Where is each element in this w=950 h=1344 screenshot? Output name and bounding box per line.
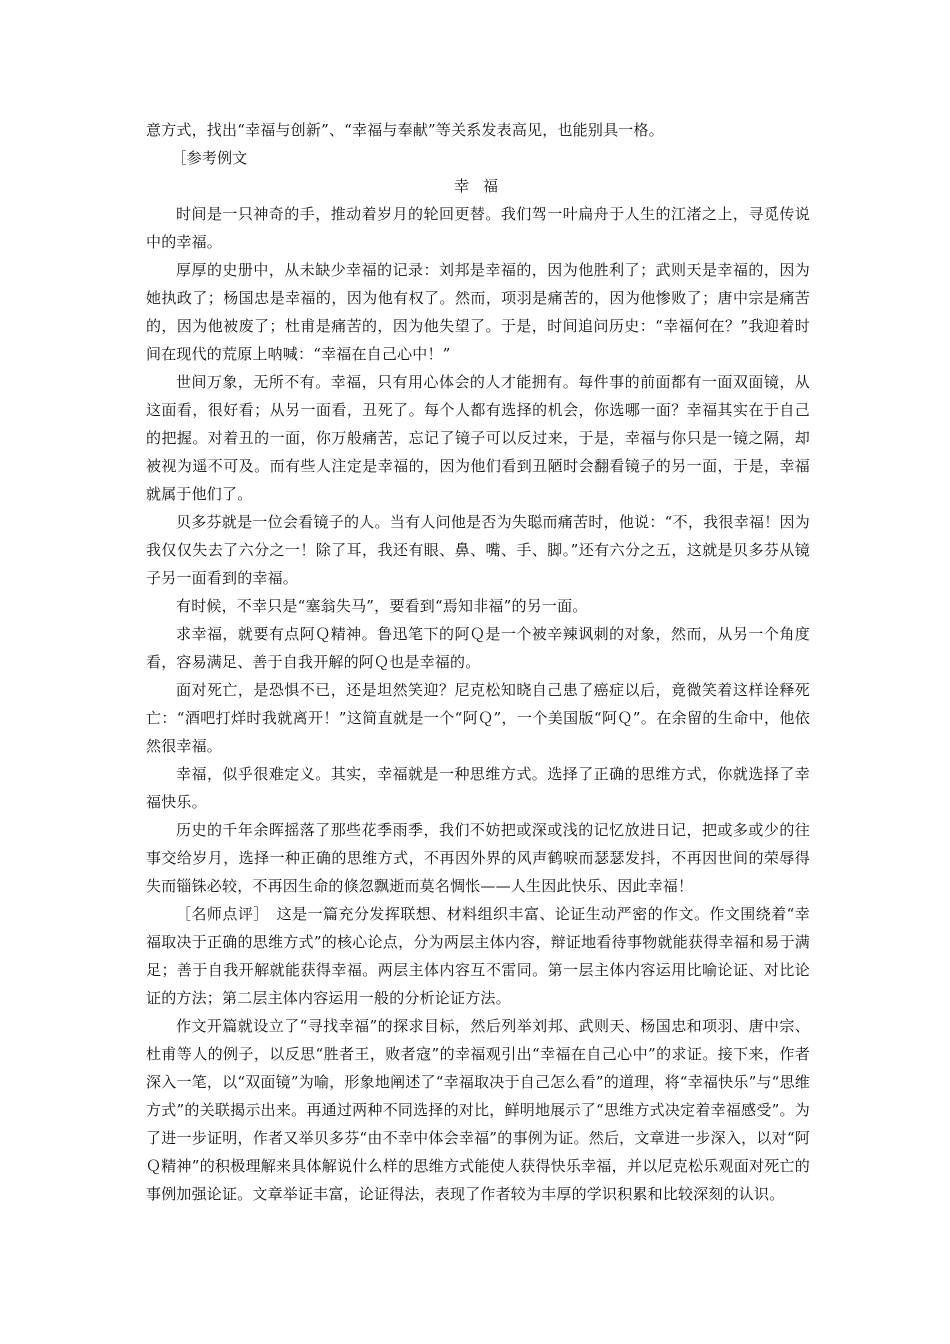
essay-paragraph: 面对死亡，是恐惧不已，还是坦然笑迎？尼克松知晓自己患了癌症以后，竟微笑着这样诠释死亡：“酒吧打烊时我就离开！”这简直就是一个“阿Ｑ”，一个美国版“阿Ｑ”。在余留的生命中，他依然很幸福。 <box>146 681 810 755</box>
essay-paragraph: 求幸福，就要有点阿Ｑ精神。鲁迅笔下的阿Ｑ是一个被辛辣讽刺的对象，然而，从另一个角度看，容易满足、善于自我开解的阿Ｑ也是幸福的。 <box>146 625 810 671</box>
essay-paragraph: 时间是一只神奇的手，推动着岁月的轮回更替。我们驾一叶扁舟于人生的江渚之上，寻觅传说中的幸福。 <box>146 205 810 251</box>
document-page <box>146 116 810 1208</box>
teacher-comment-paragraph: ［名师点评］ 这是一篇充分发挥联想、材料组织丰富、论证生动严密的作文。作文围绕着“幸福取决于正确的思维方式”的核心论点，分为两层主体内容，辩证地看待事物就能获得幸福和易于满足；善于自我开解就能获得幸福。两层主体内容互不雷同。第一层主体内容运用比喻论证、对比论证的方法；第二层主体内容运用一般的分析论证方法。 <box>146 905 810 1007</box>
essay-paragraph: 贝多芬就是一位会看镜子的人。当有人问他是否为失聪而痛苦时，他说：“不，我很幸福！因为我仅仅失去了六分之一！除了耳，我还有眼、鼻、嘴、手、脚。”还有六分之五，这就是贝多芬从镜子另一面看到的幸福。 <box>146 513 810 587</box>
essay-paragraph: 有时候，不幸只是“塞翁失马”，要看到“焉知非福”的另一面。 <box>176 597 588 615</box>
reference-label: ［参考例文 <box>171 149 248 167</box>
essay-paragraph: 世间万象，无所不有。幸福，只有用心体会的人才能拥有。每件事的前面都有一面双面镜，从这面看，很好看；从另一面看，丑死了。每个人都有选择的机会，你选哪一面？幸福其实在于自己的把握。对着丑的一面，你万般痛苦，忘记了镜子可以反过来，于是，幸福与你只是一镜之隔，却被视为遥不可及。而有些人注定是幸福的，因为他们看到丑陋时会翻看镜子的另一面，于是，幸福就属于他们了。 <box>146 373 810 503</box>
essay-paragraph: 幸福，似乎很难定义。其实，幸福就是一种思维方式。选择了正确的思维方式，你就选择了幸福快乐。 <box>146 765 810 811</box>
essay-title: 幸福 <box>453 177 512 195</box>
essay-paragraph: 历史的千年余晖摇落了那些花季雨季，我们不妨把或深或浅的记忆放进日记，把或多或少的往事交给岁月，选择一种正确的思维方式，不再因外界的风声鹤唳而瑟瑟发抖，不再因世间的荣辱得失而锱铢必较，不再因生命的倏忽飘逝而莫名惆怅——人生因此快乐、因此幸福！ <box>146 821 810 895</box>
essay-paragraph: 厚厚的史册中，从未缺少幸福的记录：刘邦是幸福的，因为他胜利了；武则天是幸福的，因为她执政了；杨国忠是幸福的，因为他有权了。然而，项羽是痛苦的，因为他惨败了；唐中宗是痛苦的，因为他被废了；杜甫是痛苦的，因为他失望了。于是，时间追问历史：“幸福何在？”我迎着时间在现代的荒原上呐喊：“幸福在自己心中！” <box>146 261 810 363</box>
intro-tail-text: 意方式，找出“幸福与创新”、“幸福与奉献”等关系发表高见，也能别具一格。 <box>146 121 664 139</box>
teacher-comment-paragraph: 作文开篇就设立了“寻找幸福”的探求目标，然后列举刘邦、武则天、杨国忠和项羽、唐中宗、杜甫等人的例子，以反思“胜者王，败者寇”的幸福观引出“幸福在自己心中”的求证。接下来，作者深入一笔，以“双面镜”为喻，形象地阐述了“幸福取决于自己怎么看”的道理，将“幸福快乐”与“思维方式”的关联揭示出来。再通过两种不同选择的对比，鲜明地展示了“思维方式决定着幸福感受”。为了进一步证明，作者又举贝多芬“由不幸中体会幸福”的事例为证。然后，文章进一步深入，以对“阿Ｑ精神”的积极理解来具体解说什么样的思维方式能使人获得快乐幸福，并以尼克松乐观面对死亡的事例加强论证。文章举证丰富，论证得法，表现了作者较为丰厚的学识积累和比较深刻的认识。 <box>146 1017 810 1203</box>
